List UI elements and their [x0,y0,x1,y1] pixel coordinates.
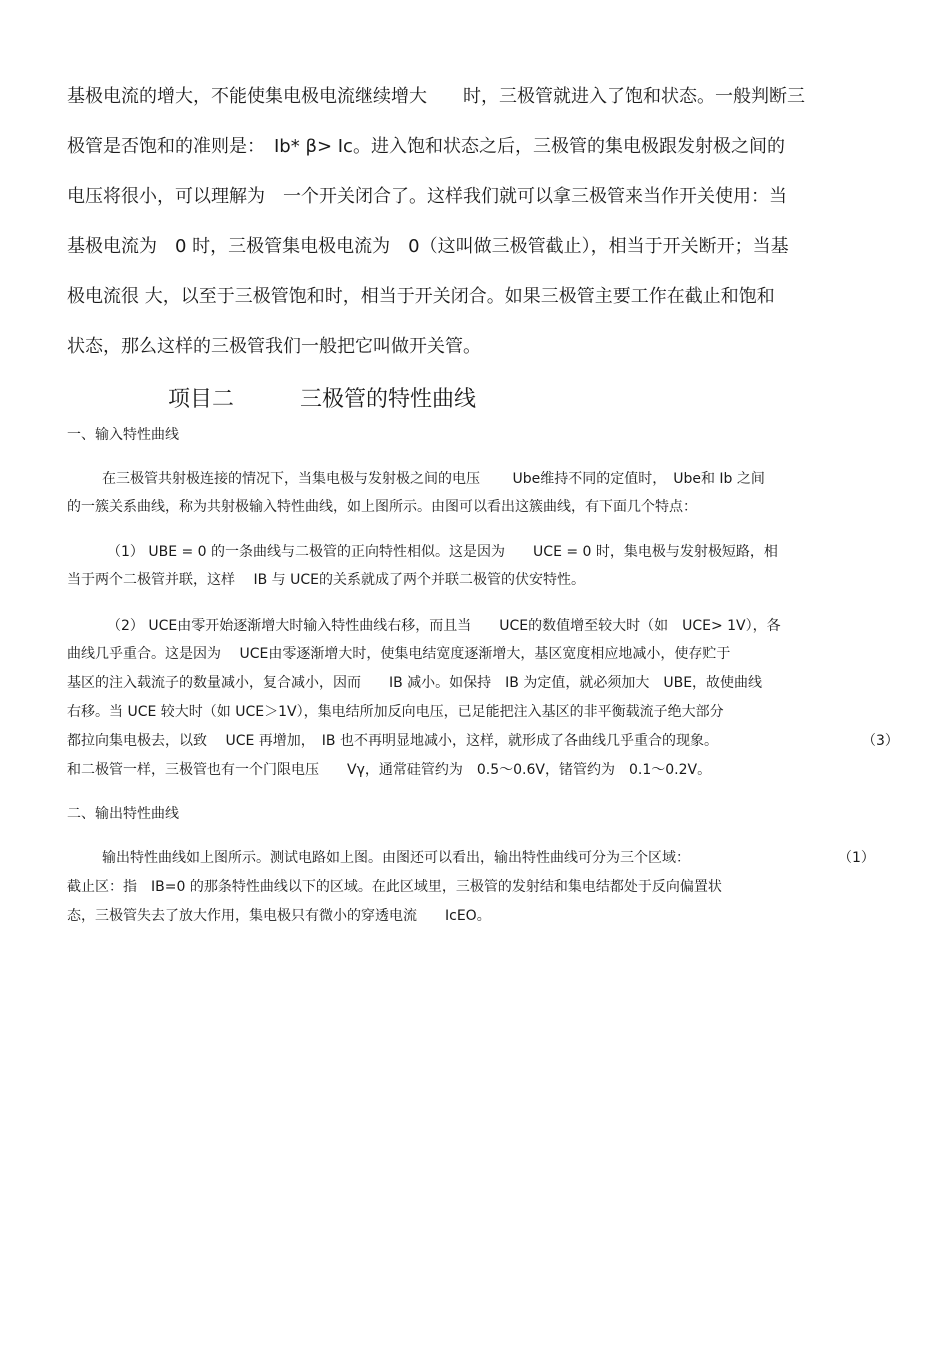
paragraph-line: 态，三极管失去了放大作用，集电极只有微小的穿透电流 IcEO。 [67,908,491,924]
paragraph-line: 在三极管共射极连接的情况下，当集电极与发射极之间的电压 Ube维持不同的定值时， Ube和 Ib 之间 [102,471,765,487]
paragraph-line: 基极电流为 0 时，三极管集电极电流为 0（这叫做三极管截止），相当于开关断开；当基 [67,236,789,257]
paragraph-line: 曲线几乎重合。这是因为 UCE由零逐渐增大时，使集电结宽度逐渐增大，基区宽度相应地减小，使存贮于 [67,646,731,662]
paragraph-line: （1） UBE = 0 的一条曲线与二极管的正向特性相似。这是因为 UCE = 0 时，集电极与发射极短路，相 [107,544,778,560]
project-heading: 项目二 三极管的特性曲线 [168,387,477,412]
paragraph-line: 截止区：指 IB=0 的那条特性曲线以下的区域。在此区域里，三极管的发射结和集电结都处于反向偏置状 [67,879,722,895]
paragraph-line: 状态，那么这样的三极管我们一般把它叫做开关管。 [67,336,481,357]
paragraph-line: 电压将很小，可以理解为 一个开关闭合了。这样我们就可以拿三极管来当作开关使用：当 [67,186,787,207]
paragraph-line: 输出特性曲线如上图所示。测试电路如上图。由图还可以看出，输出特性曲线可分为三个区域： [102,850,690,866]
paragraph-line: 右移。当 UCE 较大时（如 UCE＞1V），集电结所加反向电压，已足能把注入基区的非平衡载流子绝大部分 [67,704,724,720]
section-title-output-curve: 二、输出特性曲线 [67,806,179,822]
paragraph-line: 基极电流的增大，不能使集电极电流继续增大 时，三极管就进入了饱和状态。一般判断三 [67,86,805,107]
paragraph-line: 都拉向集电极去，以致 UCE 再增加， IB 也不再明显地减小，这样，就形成了各曲线几乎重合的现象。 [67,733,718,749]
paragraph-line: 极电流很 大，以至于三极管饱和时，相当于开关闭合。如果三极管主要工作在截止和饱和 [67,286,775,307]
paragraph-line: 极管是否饱和的准则是： Ib* β> Ic。进入饱和状态之后，三极管的集电极跟发射极之间的 [67,136,785,157]
paragraph-line: 和二极管一样，三极管也有一个门限电压 Vγ，通常硅管约为 0.5～0.6V，锗管约为 0.1～0.2V。 [67,762,712,778]
paragraph-line: 基区的注入载流子的数量减小，复合减小，因而 IB 减小。如保持 IB 为定值，就必须加大 UBE，故使曲线 [67,675,763,691]
paragraph-line: 的一簇关系曲线，称为共射极输入特性曲线，如上图所示。由图可以看出这簇曲线，有下面几个特点： [67,499,697,515]
point-1-label: （1） [838,850,875,866]
paragraph-line: 当于两个二极管并联，这样 IB 与 UCE的关系就成了两个并联二极管的伏安特性。 [67,572,585,588]
section-title-input-curve: 一、输入特性曲线 [67,427,179,443]
paragraph-line: （2） UCE由零开始逐渐增大时输入特性曲线右移，而且当 UCE的数值增至较大时（如 UCE> 1V），各 [107,618,781,634]
point-3-label: （3） [862,733,899,749]
